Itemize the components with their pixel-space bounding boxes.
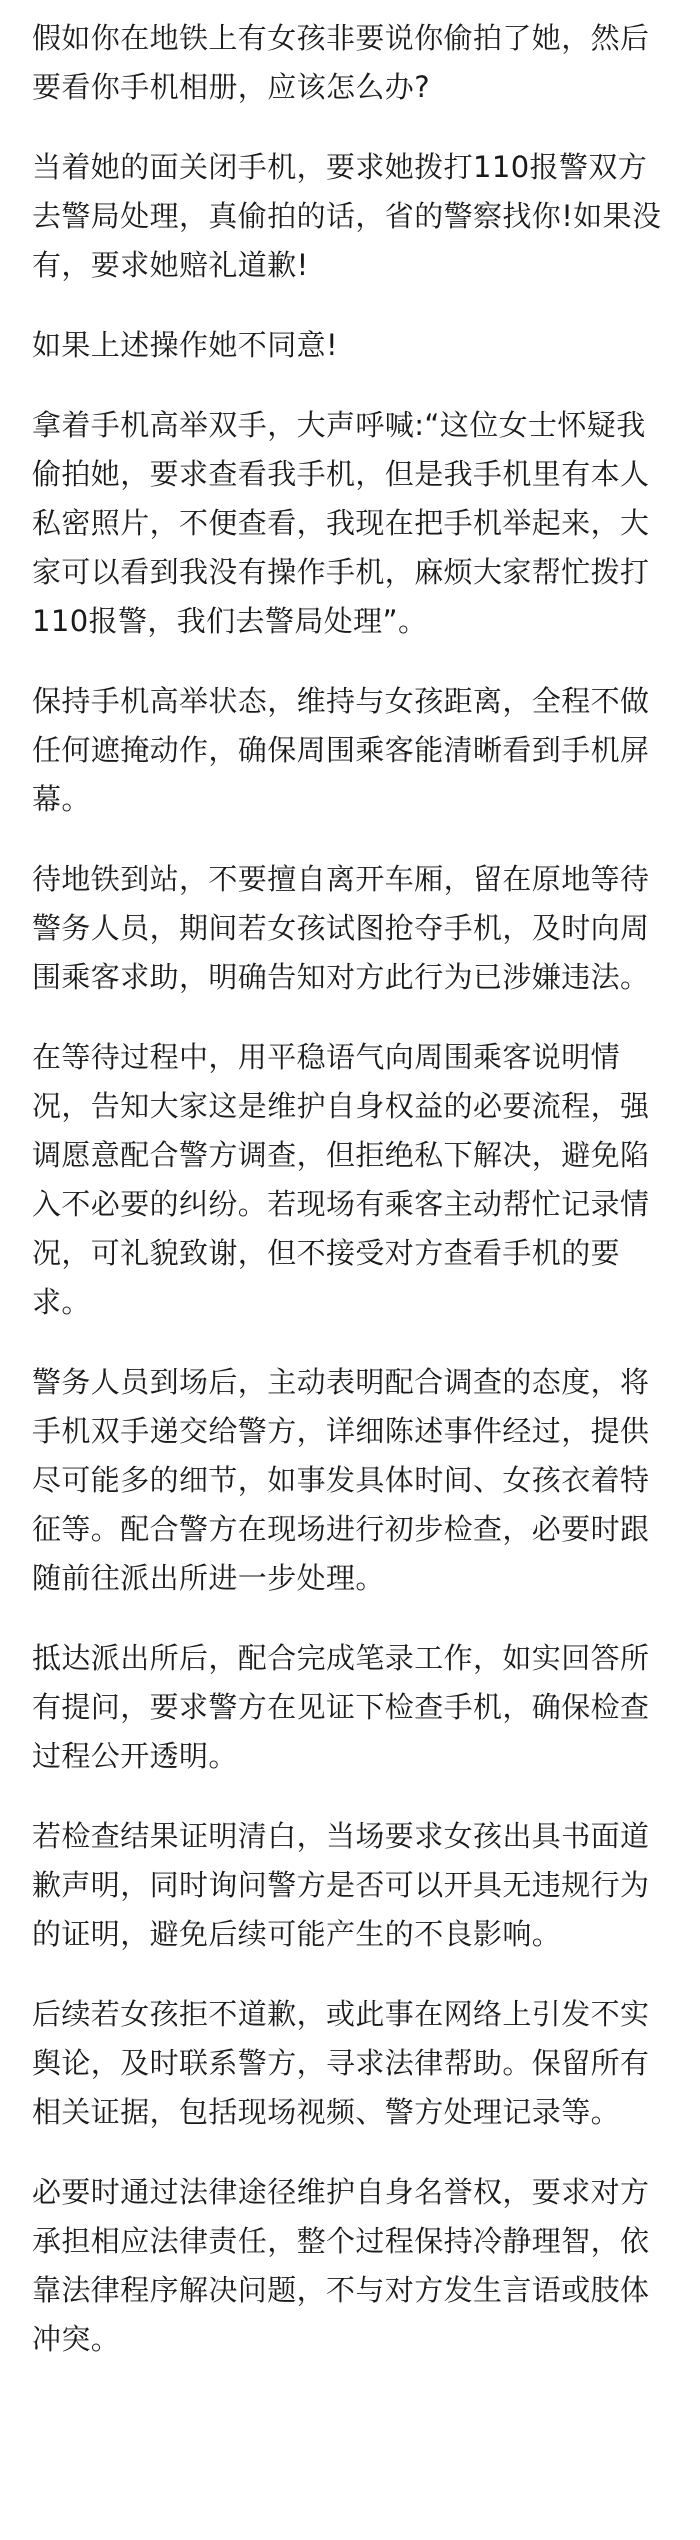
paragraph-condition: 如果上述操作她不同意! <box>32 328 339 362</box>
paragraph-follow-up: 后续若女孩拒不道歉，或此事在网络上引发不实舆论，及时联系警方，寻求法律帮助。保留所有相关证据，包括现场视频、警方处理记录等。 <box>32 1997 650 2129</box>
paragraph-legal-action: 必要时通过法律途径维护自身名誉权，要求对方承担相应法律责任，整个过程保持冷静理智，依靠法律程序解决问题，不与对方发生言语或肢体冲突。 <box>32 2175 650 2356</box>
paragraph-answer: 当着她的面关闭手机，要求她拨打110报警双方去警局处理，真偷拍的话，省的警察找你!如果没有，要求她赔礼道歉! <box>32 150 662 282</box>
paragraph-police-arrive: 警务人员到场后，主动表明配合调查的态度，将手机双手递交给警方，详细陈述事件经过，提供尽可能多的细节，如事发具体时间、女孩衣着特征等。配合警方在现场进行初步检查，必要时跟随前往派出所进一步处理。 <box>32 1365 650 1595</box>
paragraph-wait-station: 待地铁到站，不要擅自离开车厢，留在原地等待警务人员，期间若女孩试图抢夺手机，及时向周围乘客求助，明确告知对方此行为已涉嫌违法。 <box>32 862 650 994</box>
paragraph-explain-passengers: 在等待过程中，用平稳语气向周围乘客说明情况，告知大家这是维护自身权益的必要流程，强调愿意配合警方调查，但拒绝私下解决，避免陷入不必要的纠纷。若现场有乘客主动帮忙记录情况，可礼貌致谢，但不接受对方查看手机的要求。 <box>32 1040 650 1319</box>
paragraph-proven-innocent: 若检查结果证明清白，当场要求女孩出具书面道歉声明，同时询问警方是否可以开具无违规行为的证明，避免后续可能产生的不良影响。 <box>32 1819 650 1951</box>
paragraph-raise-phone: 拿着手机高举双手，大声呼喊:“这位女士怀疑我偷拍她，要求查看我手机，但是我手机里有本人私密照片，不便查看，我现在把手机举起来，大家可以看到我没有操作手机，麻烦大家帮忙拨打110报警，我们去警局处理”。 <box>32 408 650 638</box>
paragraph-question: 假如你在地铁上有女孩非要说你偷拍了她，然后要看你手机相册，应该怎么办? <box>32 21 650 104</box>
paragraph-keep-distance: 保持手机高举状态，维持与女孩距离，全程不做任何遮掩动作，确保周围乘客能清晰看到手机屏幕。 <box>32 684 650 816</box>
paragraph-police-station: 抵达派出所后，配合完成笔录工作，如实回答所有提问，要求警方在见证下检查手机，确保检查过程公开透明。 <box>32 1641 650 1773</box>
